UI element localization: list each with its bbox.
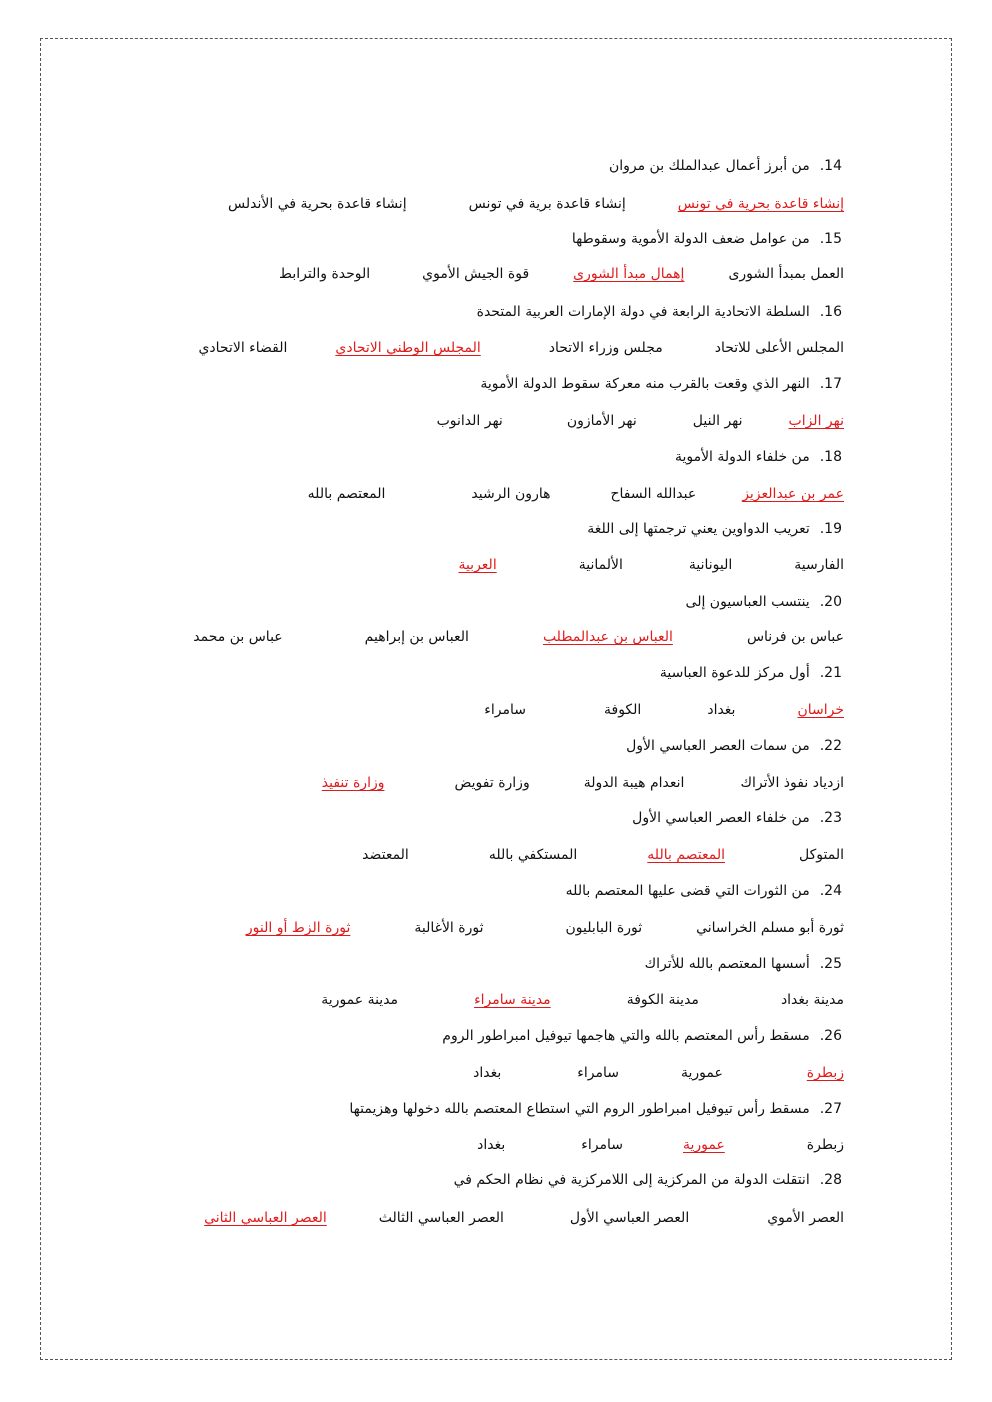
- question-text: النهر الذي وقعت بالقرب منه معركة سقوط الدولة الأموية: [480, 376, 810, 392]
- question-text: من سمات العصر العباسي الأول: [626, 738, 810, 754]
- question-20: [686, 593, 842, 611]
- option: قوة الجيش الأموي: [422, 266, 530, 282]
- question-number: 21.: [819, 665, 842, 681]
- question-21: [660, 664, 842, 682]
- option: ثورة الأغالبة: [414, 920, 484, 936]
- correct-option: العصر العباسي الثاني: [204, 1210, 327, 1226]
- options-row-23: [362, 846, 844, 864]
- options-row-28: [204, 1209, 844, 1227]
- option: ازدياد نفوذ الأتراك: [740, 775, 844, 791]
- option: هارون الرشيد: [471, 486, 551, 502]
- question-text: تعريب الدواوين يعني ترجمتها إلى اللغة: [587, 521, 810, 537]
- question-22: [626, 737, 842, 755]
- question-23: [632, 809, 842, 827]
- option: نهر الدانوب: [436, 413, 503, 429]
- question-number: 16.: [819, 304, 842, 320]
- correct-option: خراسان: [797, 702, 844, 718]
- option: المعتصم بالله: [307, 486, 386, 502]
- question-text: من خلفاء الدولة الأموية: [674, 449, 810, 465]
- question-17: [480, 375, 842, 393]
- option: القضاء الاتحادي: [198, 340, 288, 356]
- option: الألمانية: [578, 557, 623, 573]
- correct-option: ثورة الزط أو النور: [245, 920, 351, 936]
- option: العصر العباسي الثالث: [378, 1210, 504, 1226]
- correct-option: مدينة سامراء: [474, 992, 551, 1008]
- options-row-27: [477, 1136, 844, 1154]
- options-row-20: [193, 628, 844, 646]
- question-number: 19.: [819, 521, 842, 537]
- correct-option: إهمال مبدأ الشورى: [573, 266, 685, 282]
- question-27: [349, 1100, 842, 1118]
- question-number: 24.: [819, 883, 842, 899]
- options-row-18: [308, 485, 844, 503]
- question-text: ينتسب العباسيون إلى: [685, 594, 810, 610]
- options-row-16: [198, 339, 844, 357]
- correct-option: العربية: [458, 557, 497, 573]
- question-text: مسقط رأس تيوفيل امبراطور الروم التي استطاع المعتصم بالله دخولها وهزيمتها: [349, 1101, 810, 1117]
- question-text: مسقط رأس المعتصم بالله والتي هاجمها تيوفيل امبراطور الروم: [442, 1028, 810, 1044]
- question-text: أسسها المعتصم بالله للأتراك: [644, 956, 810, 972]
- question-number: 22.: [819, 738, 842, 754]
- option: مجلس وزراء الاتحاد: [548, 340, 663, 356]
- option: عمورية: [680, 1065, 723, 1081]
- options-row-19: [458, 556, 844, 574]
- options-row-17: [437, 412, 844, 430]
- option: مدينة عمورية: [321, 992, 399, 1008]
- question-number: 17.: [819, 376, 842, 392]
- options-row-22: [322, 774, 844, 792]
- correct-option: زبطرة: [806, 1065, 844, 1081]
- options-row-21: [484, 701, 844, 719]
- option: سامراء: [577, 1065, 619, 1081]
- question-25: [645, 955, 842, 973]
- option: إنشاء قاعدة بحرية في الأندلس: [228, 196, 407, 212]
- option: نهر النيل: [692, 413, 743, 429]
- options-row-24: [246, 919, 844, 937]
- option: المعتضد: [362, 847, 409, 863]
- question-number: 25.: [819, 956, 842, 972]
- options-row-15: [279, 265, 844, 283]
- option: بغداد: [707, 702, 736, 718]
- option: ثورة البابليون: [565, 920, 643, 936]
- option: عباس بن فرناس: [746, 629, 844, 645]
- option: سامراء: [484, 702, 526, 718]
- correct-option: نهر الزاب: [788, 413, 844, 429]
- option: الفارسية: [794, 557, 844, 573]
- question-18: [675, 448, 842, 466]
- correct-option: العباس بن عبدالمطلب: [542, 629, 673, 645]
- question-15: [572, 230, 842, 248]
- correct-option: عمر بن عبدالعزيز: [742, 486, 844, 502]
- options-row-26: [473, 1064, 844, 1082]
- question-text: من عوامل ضعف الدولة الأموية وسقوطها: [571, 231, 810, 247]
- correct-option: إنشاء قاعدة بحرية في تونس: [677, 196, 844, 212]
- question-text: انتقلت الدولة من المركزية إلى اللامركزية في نظام الحكم في: [453, 1172, 810, 1188]
- option: بغداد: [473, 1065, 502, 1081]
- question-text: أول مركز للدعوة العباسية: [659, 665, 810, 681]
- option: المجلس الأعلى للاتحاد: [714, 340, 844, 356]
- option: اليونانية: [688, 557, 733, 573]
- option: العصر العباسي الأول: [569, 1210, 690, 1226]
- question-number: 18.: [819, 449, 842, 465]
- option: الكوفة: [604, 702, 642, 718]
- correct-option: وزارة تنفيذ: [321, 775, 385, 791]
- option: مدينة بغداد: [780, 992, 844, 1008]
- question-text: من الثورات التي قضى عليها المعتصم بالله: [565, 883, 810, 899]
- option: إنشاء قاعدة برية في تونس: [468, 196, 626, 212]
- question-number: 26.: [819, 1028, 842, 1044]
- option: ثورة أبو مسلم الخراساني: [696, 920, 844, 936]
- option: عباس بن محمد: [193, 629, 283, 645]
- question-28: [454, 1171, 842, 1189]
- question-number: 20.: [819, 594, 842, 610]
- option: الوحدة والترابط: [279, 266, 371, 282]
- question-number: 27.: [819, 1101, 842, 1117]
- question-number: 15.: [819, 231, 842, 247]
- option: بغداد: [477, 1137, 506, 1153]
- question-24: [566, 882, 842, 900]
- question-16: [477, 303, 842, 321]
- option: العصر الأموي: [767, 1210, 844, 1226]
- option: المتوكل: [799, 847, 844, 863]
- correct-option: المجلس الوطني الاتحادي: [335, 340, 481, 356]
- option: زبطرة: [806, 1137, 844, 1153]
- question-text: السلطة الاتحادية الرابعة في دولة الإمارات العربية المتحدة: [476, 304, 810, 320]
- question-14: [609, 157, 842, 175]
- option: نهر الأمازون: [566, 413, 637, 429]
- question-text: من أبرز أعمال عبدالملك بن مروان: [608, 158, 810, 174]
- options-row-25: [321, 991, 844, 1009]
- option: انعدام هيبة الدولة: [583, 775, 685, 791]
- option: المستكفي بالله: [488, 847, 578, 863]
- options-row-14: [228, 195, 844, 213]
- question-19: [587, 520, 842, 538]
- option: عبدالله السفاح: [610, 486, 697, 502]
- correct-option: المعتصم بالله: [647, 847, 726, 863]
- question-number: 14.: [819, 158, 842, 174]
- question-26: [442, 1027, 842, 1045]
- option: وزارة تفويض: [454, 775, 530, 791]
- correct-option: عمورية: [682, 1137, 725, 1153]
- option: سامراء: [581, 1137, 623, 1153]
- option: العمل بمبدأ الشورى: [728, 266, 844, 282]
- option: مدينة الكوفة: [626, 992, 699, 1008]
- option: العباس بن إبراهيم: [364, 629, 469, 645]
- question-number: 28.: [819, 1172, 842, 1188]
- question-number: 23.: [819, 810, 842, 826]
- question-text: من خلفاء العصر العباسي الأول: [632, 810, 810, 826]
